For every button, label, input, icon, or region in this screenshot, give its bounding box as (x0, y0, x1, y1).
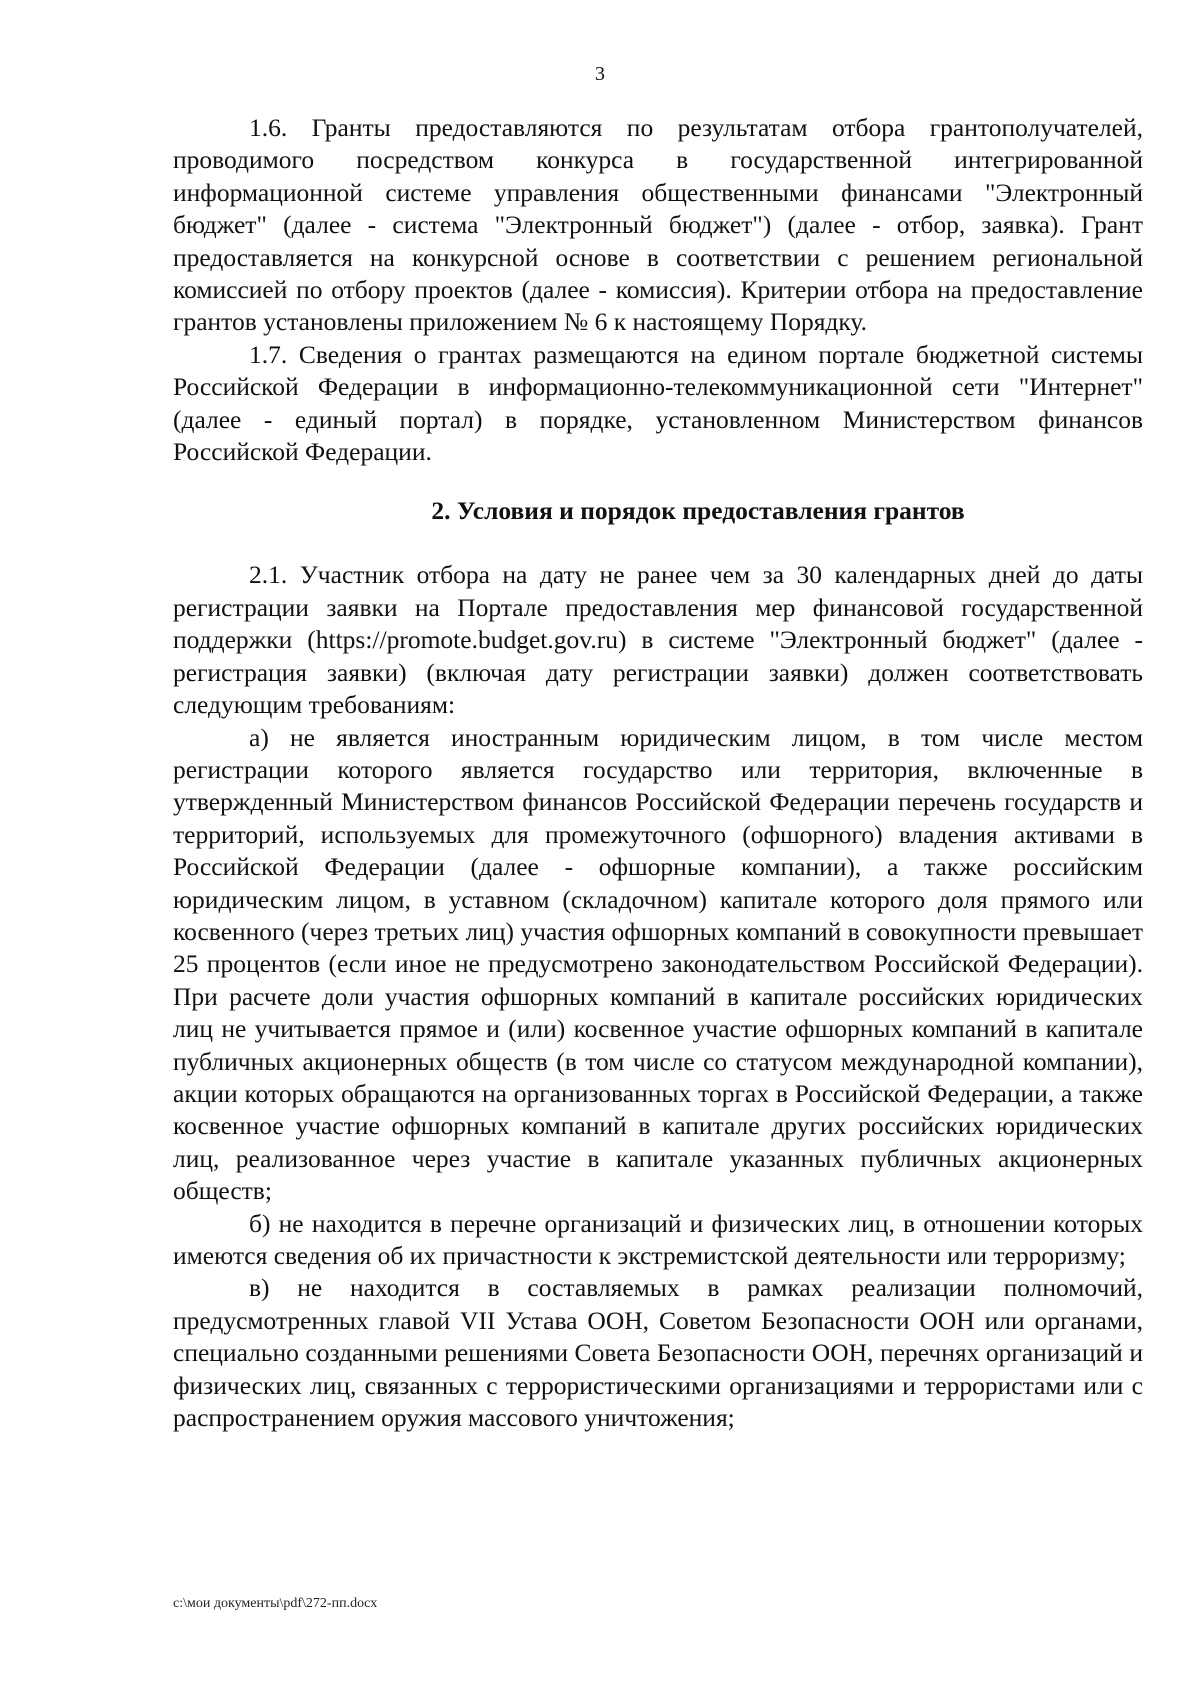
section-heading: 2. Условия и порядок предоставления грантов (431, 496, 965, 526)
paragraph-1-6: 1.6. Гранты предоставляются по результатам отбора грантополучателей, проводимого посредством конкурса в государственной интегрированной информационной системе управления общественными финансами "Электронный бюджет" (далее - система "Электронный бюджет") (далее - отбор, заявка). Грант предоставляется на конкурсной основе в соответствии с решением региональной комиссией по отбору проектов (далее - комиссия). Критерии отбора на предоставление грантов установлены приложением № 6 к настоящему Порядку. (173, 113, 1143, 337)
paragraph-item-b: б) не находится в перечне организаций и физических лиц, в отношении которых имеются сведения об их причастности к экстремистской деятельности или терроризму; (173, 1208, 1143, 1270)
paragraph-1-7: 1.7. Сведения о грантах размещаются на едином портале бюджетной системы Российской Федерации в информационно-телекоммуникационной сети "Интернет" (далее - единый портал) в порядке, установленном Министерством финансов Российской Федерации. (173, 339, 1143, 467)
paragraph-item-v: в) не находится в составляемых в рамках реализации полномочий, предусмотренных главой VII Устава ООН, Советом Безопасности ООН или органами, специально созданными решениями Совета Безопасности ООН, перечнях организаций и физических лиц, связанных с террористическими организациями и террористами или с распространением оружия массового уничтожения; (173, 1273, 1143, 1433)
page-number: 3 (595, 63, 605, 85)
footer-file-path: c:\мои документы\pdf\272-пп.docx (173, 1596, 378, 1611)
paragraph-item-a: а) не является иностранным юридическим лицом, в том числе местом регистрации которого является государство или территория, включенные в утвержденный Министерством финансов Российской Федерации перечень государств и территорий, используемых для промежуточного (офшорного) владения активами в Российской Федерации (далее - офшорные компании), а также российским юридическим лицом, в уставном (складочном) капитале которого доля прямого или косвенного (через третьих лиц) участия офшорных компаний в совокупности превышает 25 процентов (если иное не предусмотрено законодательством Российской Федерации). При расчете доли участия офшорных компаний в капитале российских юридических лиц не учитывается прямое и (или) косвенное участие офшорных компаний в капитале публичных акционерных обществ (в том числе со статусом международной компании), акции которых обращаются на организованных торгах в Российской Федерации, а также косвенное участие офшорных компаний в капитале других российских юридических лиц, реализованное через участие в капитале указанных публичных акционерных обществ; (173, 722, 1143, 1206)
document-body (173, 112, 1143, 1434)
paragraph-2-1: 2.1. Участник отбора на дату не ранее чем за 30 календарных дней до даты регистрации заявки на Портале предоставления мер финансовой государственной поддержки (https://promote.budget.gov.ru) в системе "Электронный бюджет" (далее - регистрация заявки) (включая дату регистрации заявки) должен соответствовать следующим требованиям: (173, 560, 1143, 720)
